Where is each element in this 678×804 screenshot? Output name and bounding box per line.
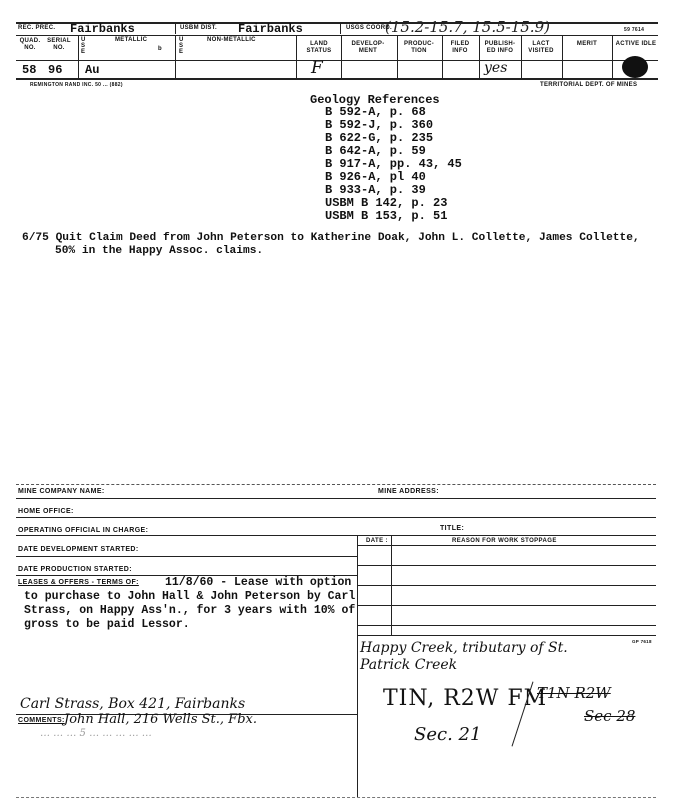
form-number-top: 59 7614: [624, 27, 645, 33]
col-metallic-prefix: U S E: [81, 37, 86, 55]
land-status-value: F: [311, 58, 323, 78]
form-rule: [357, 545, 656, 546]
divider: [340, 22, 341, 34]
divider: [397, 35, 398, 78]
handwritten-struck-2: Sec 28: [584, 707, 636, 725]
handwritten-township: TIN, R2W FM: [383, 686, 548, 711]
form-rule: [16, 498, 656, 499]
leases-line-3: Strass, on Happy Ass'n., for 3 years with 10% of: [24, 604, 356, 617]
col-production: PRODUC- TION: [403, 41, 435, 54]
form-rule: [16, 484, 656, 485]
form-rule: [16, 535, 656, 536]
divider: [175, 22, 176, 34]
note-line-2: 50% in the Happy Assoc. claims.: [55, 245, 264, 257]
references-title: Geology References: [310, 93, 440, 107]
form-rule: [357, 565, 656, 566]
form-rule: [357, 585, 656, 586]
handwritten-location-2: Patrick Creek: [360, 657, 458, 673]
reference-item: B 622-G, p. 235: [325, 131, 434, 145]
col-quad-no: QUAD. NO.: [19, 38, 41, 51]
leases-label: LEASES & OFFERS - TERMS OF:: [18, 579, 139, 586]
quad-value: 58: [22, 63, 37, 77]
form-rule: [357, 605, 656, 606]
reason-label: REASON FOR WORK STOPPAGE: [452, 538, 557, 544]
col-nonmetallic: NON-METALLIC: [207, 37, 256, 43]
date-label: DATE :: [366, 538, 388, 544]
handwritten-section: Sec. 21: [414, 724, 482, 745]
metallic-value: Au: [85, 63, 100, 77]
col-published-info: PUBLISH- ED INFO: [484, 41, 516, 54]
leases-line-4: gross to be paid Lessor.: [24, 618, 190, 631]
header-bottom-rule: [16, 78, 658, 80]
published-value: yes: [484, 60, 508, 76]
home-office-label: HOME OFFICE:: [18, 508, 74, 515]
handwritten-faint: … … … 5 … … … … …: [40, 728, 152, 739]
divider: [562, 35, 563, 78]
reference-item: B 926-A, pl 40: [325, 170, 426, 184]
divider: [521, 35, 522, 78]
handwritten-location-1: Happy Creek, tributary of St.: [360, 640, 568, 656]
form-rule: [357, 635, 656, 636]
mine-address-label: MINE ADDRESS:: [378, 488, 439, 495]
col-merit: MERIT: [576, 41, 598, 47]
divider: [175, 35, 176, 78]
form-rule: [16, 556, 357, 557]
col-filed-info: FILED INFO: [450, 41, 470, 54]
mine-company-label: MINE COMPANY NAME:: [18, 488, 105, 495]
operating-official-label: OPERATING OFFICIAL IN CHARGE:: [18, 527, 149, 534]
usbm-dist-label: USBM DIST.: [180, 25, 218, 31]
divider: [296, 35, 297, 78]
printer-note: REMINGTON RAND INC. 50 ... (882): [30, 82, 123, 88]
divider: [479, 35, 480, 78]
divider: [78, 35, 79, 78]
handwritten-comments: John Hall, 216 Wells St., Fbx.: [64, 712, 257, 727]
col-last-visited: LACT VISITED: [528, 41, 554, 54]
comments-label: COMMENTS:: [18, 717, 65, 724]
handwritten-struck-1: T1N R2W: [537, 684, 611, 702]
title-label: TITLE:: [440, 525, 465, 532]
active-idle-mark: [622, 56, 648, 78]
col-serial-no: SERIAL NO.: [47, 38, 71, 51]
col-nonmetallic-prefix: U S E: [179, 37, 184, 55]
form-bottom-rule: [16, 797, 656, 798]
form-number-mid: GP 7618: [632, 639, 652, 644]
col-development: DEVELOP- MENT: [351, 41, 385, 54]
divider: [442, 35, 443, 78]
reference-item: B 592-J, p. 360: [325, 118, 434, 132]
reference-item: USBM B 153, p. 51: [325, 209, 448, 223]
form-rule: [16, 517, 656, 518]
form-rule: [357, 625, 656, 626]
divider: [341, 35, 342, 78]
rec-prec-value: Fairbanks: [70, 22, 135, 36]
divider: [612, 35, 613, 78]
handwritten-owner: Carl Strass, Box 421, Fairbanks: [20, 696, 246, 712]
col-metallic: METALLIC: [115, 37, 148, 43]
usbm-dist-value: Fairbanks: [238, 22, 303, 36]
date-production-label: DATE PRODUCTION STARTED:: [18, 566, 132, 573]
department: TERRITORIAL DEPT. OF MINES: [540, 82, 638, 88]
leases-line-2: to purchase to John Hall & John Peterson by Carl: [24, 590, 356, 603]
reference-item: B 642-A, p. 59: [325, 144, 426, 158]
reference-item: B 917-A, pp. 43, 45: [325, 157, 462, 171]
col-active-idle: ACTIVE IDLE: [615, 41, 657, 47]
usgs-coord-value: (15.2-15.7, 15.5-15.9): [385, 18, 550, 36]
serial-value: 96: [48, 63, 63, 77]
col-metallic-b: b: [158, 46, 162, 52]
form-divider: [357, 535, 358, 797]
reference-item: B 592-A, p. 68: [325, 105, 426, 119]
leases-line-1: 11/8/60 - Lease with option: [165, 576, 352, 589]
reference-item: B 933-A, p. 39: [325, 183, 426, 197]
header-rule: [16, 60, 658, 61]
col-land-status: LAND STATUS: [306, 41, 332, 54]
reference-item: USBM B 142, p. 23: [325, 196, 448, 210]
date-development-label: DATE DEVELOPMENT STARTED:: [18, 546, 139, 553]
usgs-coord-label: USGS COORD.: [346, 25, 392, 31]
note-line-1: 6/75 Quit Claim Deed from John Peterson to Katherine Doak, John L. Collette, James Collette,: [22, 232, 640, 244]
rec-prec-label: REC. PREC.: [18, 25, 56, 31]
